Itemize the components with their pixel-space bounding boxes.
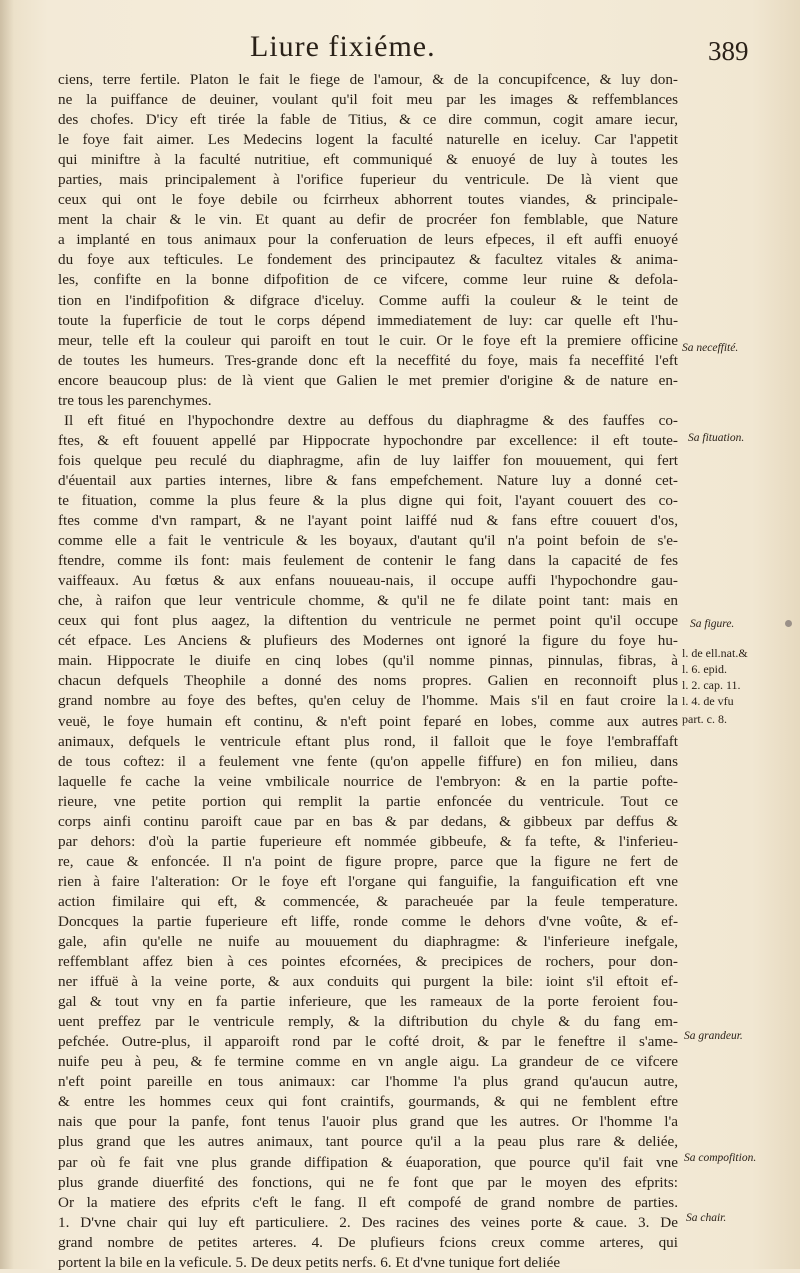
text-line: animaux, defquels le ventricule eftant plus rond, il falloit que le foye l'embraffaft <box>58 732 678 750</box>
running-header <box>0 30 800 70</box>
text-line: n'eft point pareille en tous animaux: car l'homme l'a plus grand qu'aucun autre, <box>58 1073 678 1091</box>
page-number: 389 <box>708 36 749 66</box>
text-line: vaiffeaux. Au fœtus & aux enfans nouueau-nais, il occupe auffi l'hypochondre gau- <box>58 572 678 590</box>
text-line: pefchée. Outre-plus, il apparoift rond par le cofté droit, & par le feneftre il s'ame- <box>58 1033 678 1051</box>
margin-note: Sa grandeur. <box>684 1030 743 1042</box>
text-line: veuë, le foye humain eft continu, & n'eft point feparé en lobes, comme aux autres <box>58 712 678 730</box>
text-line: main. Hippocrate le diuife en cinq lobes (qu'il nomme pinnas, pinnulas, fibras, à <box>58 652 678 670</box>
text-line: par où fe fait vne plus grande diffipation & éuaporation, que pource qu'il fait vne <box>58 1153 678 1171</box>
text-line: le foye fait aimer. Les Medecins logent la faculté naturelle en iceluy. Car l'appetit <box>58 131 678 149</box>
text-line: ciens, terre fertile. Platon le fait le fiege de l'amour, & de la concupifcence, & luy don- <box>58 71 678 88</box>
text-line: tre tous les parenchymes. <box>58 391 212 409</box>
text-line: a implanté en tous animaux pour la conferuation de leurs efpeces, il eft auffi enuoyé <box>58 231 678 249</box>
text-line: par dehors: d'où la partie fuperieure eft nommée gibbeufe, & fa tefte, & l'inferieu- <box>58 832 678 850</box>
page-speck <box>785 620 792 627</box>
text-line: gal & tout vny en fa partie inferieure, que les rameaux de la porte feroient fou- <box>58 993 678 1011</box>
page-gutter-shadow <box>0 0 14 1269</box>
text-line: ceux qui ont le foye debile ou fcirrheux abhorrent toutes viandes, & principale- <box>58 191 678 209</box>
text-line: te fituation, comme la plus feure & la plus digne qui foit, l'ayant couuert des co- <box>58 491 678 509</box>
text-line: des chofes. D'icy eft tirée la fable de Titius, & ce dire commun, cogit amare iecur, <box>58 111 678 129</box>
text-line: Or la matiere des efprits c'eft le fang. Il eft compofé de grand nombre de parties. <box>58 1193 678 1211</box>
text-line: ftes, & eft fouuent appellé par Hippocrate hypochondre par excellence: il eft toute- <box>58 431 678 449</box>
text-line: grand nombre de petites arteres. 4. De plufieurs fcions creux comme arteres, qui <box>58 1233 678 1251</box>
text-line: fois quelque peu reculé du diaphragme, afin de luy laiffer fon mouuement, qui fert <box>58 451 678 469</box>
text-line: comme elle a fait le ventricule & les boyaux, d'autant qu'il n'a point befoin de s'e- <box>58 532 678 550</box>
margin-note: Sa fituation. <box>688 432 745 444</box>
text-line: ner iffuë à la veine porte, & aux conduits qui purgent la bile: ioint s'il eftoit ef- <box>58 973 678 991</box>
text-line: les, confifte en la bonne difpofition de ce vifcere, comme leur ruine & defola- <box>58 271 678 289</box>
margin-note: part. c. 8. <box>682 712 727 726</box>
text-line: & entre les hommes ceux qui font craintifs, gourmands, & qui ne femblent eftre <box>58 1093 678 1111</box>
margin-note: Sa compofition. <box>684 1152 757 1164</box>
text-line: cét efpace. Les Anciens & plufieurs des Modernes ont ignoré la figure du foye hu- <box>58 632 678 650</box>
text-line: action fimilaire qui eft, & commencée, & paracheuée par la feule temperature. <box>58 892 678 910</box>
text-line: ftendre, comme ils font: mais feulement de contenir le fang dans la capacité de fes <box>58 552 678 570</box>
running-title: Liure fixiéme. <box>250 30 436 63</box>
text-line: reffemblant affez bien à ces pointes efcornées, & precipices de rochers, pour don- <box>58 953 678 971</box>
text-line: tion en l'indifpofition & difgrace d'iceluy. Comme auffi la couleur & le teint de <box>58 291 678 309</box>
margin-note: l. 4. de vfu <box>682 694 734 708</box>
text-line: ne la puiffance de deuiner, voulant qu'il foit meu par les images & reffemblances <box>58 91 678 109</box>
text-line: re, caue & enfoncée. Il n'a point de figure propre, parce que la figure ne fert de <box>58 852 678 870</box>
text-line: 1. D'vne chair qui luy eft particuliere. 2. Des racines des veines porte & caue. 3. De <box>58 1213 678 1231</box>
text-line: d'éuentail aux parties internes, libre & fans empefchement. Nature luy a donné cet- <box>58 471 678 489</box>
text-line: de tous coftez: il a feulement vne fente (qu'on appelle fiffure) en fon milieu, dans <box>58 752 678 770</box>
text-line: meur, telle eft la couleur qui paroift en tout le cuir. Or le foye eft la premiere officine <box>58 331 678 349</box>
text-line: gale, afin qu'elle ne nuife au mouuement du diaphragme: & l'inferieure inefgale, <box>58 933 678 951</box>
text-line: toute la fuperficie de tout le corps dépend immediatement de luy: car quelle eft l'hu- <box>58 311 678 329</box>
margin-note: Sa figure. <box>690 618 735 630</box>
text-line: plus grande diuerfité des fonctions, qui ne fe font que par le moyen des efprits: <box>58 1173 678 1191</box>
text-line: portent la bile en la veficule. 5. De deux petits nerfs. 6. Et d'vne tunique fort deliée <box>58 1253 561 1271</box>
text-line: du foye aux tefticules. Le fondement des principautez & facultez vitales & anima- <box>58 251 678 269</box>
text-line: ftes comme d'vn rampart, & ne l'ayant point laiffé nud & fans eftre couuert d'os, <box>58 512 678 530</box>
margin-note: l. 6. epid. <box>682 662 727 676</box>
text-line: ment la chair & le vin. Et quant au defir de procréer fon femblable, que Nature <box>58 211 678 229</box>
margin-note: Sa chair. <box>686 1212 727 1224</box>
text-line: nais que pour la panfe, font tenus l'auoir plus grand que les autres. Or l'homme l'a <box>58 1113 678 1131</box>
body-text <box>58 70 678 1273</box>
text-line: nuife peu à peu, & fe termine comme en vn angle aigu. La grandeur de ce vifcere <box>58 1053 678 1071</box>
text-line: rien à faire l'alteration: Or le foye eft l'organe qui fanguifie, la fanguification eft vne <box>58 872 678 890</box>
text-line: qui miniftre à la faculté nutritiue, eft communiqué & enuoyé de luy à toutes les <box>58 151 678 169</box>
text-line: Il eft fitué en l'hypochondre dextre au deffous du diaphragme & des fauffes co- <box>64 411 678 429</box>
text-line: ceux qui font plus aagez, la diftention du ventricule ne permet point qu'il occupe <box>58 612 678 630</box>
text-line: parties, mais principalement à l'orifice fuperieur du ventricule. De là vient que <box>58 171 678 189</box>
text-line: rieure, vne petite portion qui remplit la partie enfoncée du ventricule. Tout ce <box>58 792 678 810</box>
text-line: laquelle fe cache la veine vmbilicale nourrice de l'embryon: & en la partie pofte- <box>58 772 678 790</box>
text-line: uent preffez par le ventricule remply, & la diftribution du chyle & du fang em- <box>58 1013 678 1031</box>
text-line: grand nombre au foye des beftes, qu'en celuy de l'homme. Mais s'il en faut croire la <box>58 692 678 710</box>
text-line: de toutes les humeurs. Tres-grande donc eft la neceffité du foye, mais fa neceffité l'eft <box>58 351 678 369</box>
margin-note: Sa neceffité. <box>682 342 739 354</box>
text-line: encore beaucoup plus: de là vient que Galien le met premier d'origine & de nature en- <box>58 371 678 389</box>
margin-note: l. de ell.nat.& <box>682 646 748 660</box>
text-line: corps ainfi continu paroift caue par en bas & par dedans, & gibbeux par deffus & <box>58 812 678 830</box>
text-line: chacun defquels Theophile a donné des noms propres. Galien en reconnoift plus <box>58 672 678 690</box>
text-line: plus grand que les autres animaux, tant pource qu'il a la peau plus rare & deliée, <box>58 1133 678 1151</box>
text-line: che, à raifon que leur ventricule chomme, & qu'il ne fe dilate point tant: mais en <box>58 592 678 610</box>
text-line: Doncques la partie fuperieure eft liffe, ronde comme le dehors d'vne voûte, & ef- <box>58 912 678 930</box>
margin-note: l. 2. cap. 11. <box>682 678 741 692</box>
